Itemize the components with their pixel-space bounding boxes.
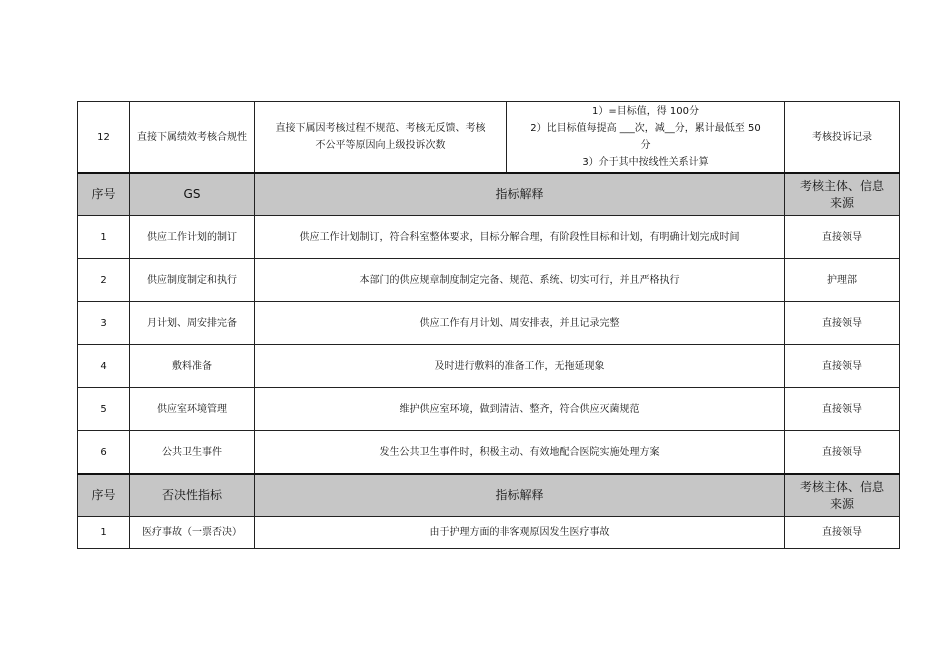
row-number: 1 bbox=[78, 216, 130, 259]
indicator-cell: 医疗事故（一票否决） bbox=[130, 517, 255, 549]
table-row bbox=[78, 431, 900, 475]
source-cell: 直接领导 bbox=[785, 388, 900, 431]
header-indicator: GS bbox=[130, 173, 255, 216]
veto-header-row bbox=[78, 474, 900, 517]
table-row bbox=[78, 259, 900, 302]
explanation-cell: 维护供应室环境，做到清洁、整齐，符合供应灭菌规范 bbox=[255, 388, 785, 431]
explanation-cell: 由于护理方面的非客观原因发生医疗事故 bbox=[255, 517, 785, 549]
source-cell: 直接领导 bbox=[785, 345, 900, 388]
gs-header-row bbox=[78, 173, 900, 216]
source-cell: 直接领导 bbox=[785, 216, 900, 259]
indicator-cell: 供应工作计划的制订 bbox=[130, 216, 255, 259]
header-no: 序号 bbox=[78, 173, 130, 216]
explanation-cell: 供应工作有月计划、周安排表，并且记录完整 bbox=[255, 302, 785, 345]
indicator-cell: 月计划、周安排完备 bbox=[130, 302, 255, 345]
table-row bbox=[78, 517, 900, 549]
explanation-cell: 供应工作计划制订，符合科室整体要求，目标分解合理，有阶段性目标和计划，有明确计划完成时间 bbox=[255, 216, 785, 259]
row-number: 2 bbox=[78, 259, 130, 302]
scoring-rules-cell bbox=[507, 102, 785, 174]
explanation-cell: 发生公共卫生事件时，积极主动、有效地配合医院实施处理方案 bbox=[255, 431, 785, 475]
scoring-rule: 1）=目标值，得 100分 bbox=[591, 106, 699, 117]
indicator-cell: 供应制度制定和执行 bbox=[130, 259, 255, 302]
source-cell: 直接领导 bbox=[785, 517, 900, 549]
header-indicator: 否决性指标 bbox=[130, 474, 255, 517]
source-cell: 直接领导 bbox=[785, 302, 900, 345]
indicator-cell: 敷料准备 bbox=[130, 345, 255, 388]
kpi-table bbox=[77, 101, 900, 549]
row-number: 1 bbox=[78, 517, 130, 549]
header-source: 考核主体、信息来源 bbox=[785, 474, 900, 517]
header-explanation: 指标解释 bbox=[255, 173, 785, 216]
row-number: 5 bbox=[78, 388, 130, 431]
source-cell: 考核投诉记录 bbox=[785, 102, 900, 174]
row-number: 3 bbox=[78, 302, 130, 345]
indicator-cell: 供应室环境管理 bbox=[130, 388, 255, 431]
row-number: 12 bbox=[78, 102, 130, 174]
explanation-cell: 本部门的供应规章制度制定完备、规范、系统、切实可行，并且严格执行 bbox=[255, 259, 785, 302]
explanation-cell: 直接下属因考核过程不规范、考核无反馈、考核不公平等原因向上级投诉次数 bbox=[255, 102, 507, 174]
indicator-cell: 公共卫生事件 bbox=[130, 431, 255, 475]
header-explanation: 指标解释 bbox=[255, 474, 785, 517]
indicator-cell: 直接下属绩效考核合规性 bbox=[130, 102, 255, 174]
header-source: 考核主体、信息来源 bbox=[785, 173, 900, 216]
table-row bbox=[78, 216, 900, 259]
table-row bbox=[78, 345, 900, 388]
row-number: 4 bbox=[78, 345, 130, 388]
scoring-rule: 分 bbox=[640, 140, 651, 151]
table-row bbox=[78, 302, 900, 345]
row-number: 6 bbox=[78, 431, 130, 475]
scoring-rule: 2）比目标值每提高 ___次，减__分，累计最低至 50 bbox=[530, 123, 761, 134]
table-row-12 bbox=[78, 102, 900, 174]
source-cell: 直接领导 bbox=[785, 431, 900, 475]
explanation-cell: 及时进行敷料的准备工作，无拖延现象 bbox=[255, 345, 785, 388]
table-row bbox=[78, 388, 900, 431]
header-no: 序号 bbox=[78, 474, 130, 517]
source-cell: 护理部 bbox=[785, 259, 900, 302]
scoring-rule: 3）介于其中按线性关系计算 bbox=[582, 157, 709, 168]
